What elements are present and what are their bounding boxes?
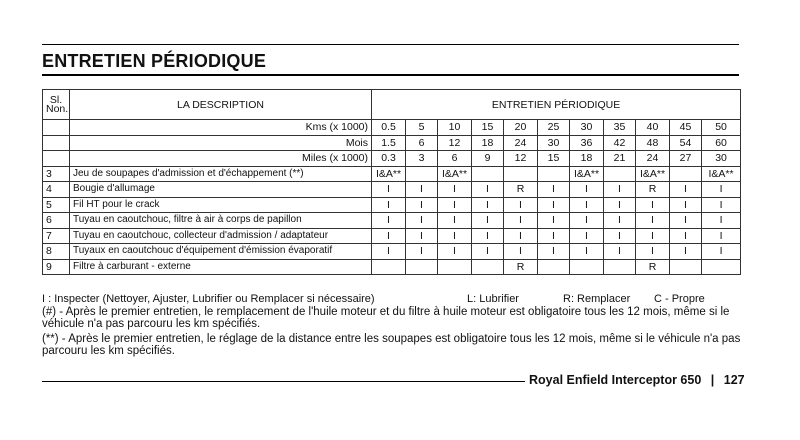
item-number: 9 [43,259,70,275]
column-header-description: LA DESCRIPTION [70,90,372,120]
interval-value: 50 [702,120,741,136]
top-rule [42,44,739,45]
interval-label: Mois [70,135,372,151]
item-action: R [504,259,538,275]
interval-value: 0.5 [372,120,406,136]
item-description: Fil HT pour le crack [70,197,372,213]
item-action: I [670,213,702,229]
interval-value: 12 [438,135,472,151]
item-action: I [504,228,538,244]
item-action: I [472,213,504,229]
interval-value: 1.5 [372,135,406,151]
item-action: I [636,197,670,213]
item-action: I [570,182,604,198]
page-title: ENTRETIEN PÉRIODIQUE [42,51,267,71]
interval-value: 24 [636,151,670,167]
interval-value: 15 [472,120,504,136]
legend-replace: R: Remplacer [563,293,631,305]
si-cell [43,151,70,167]
interval-value: 42 [604,135,636,151]
interval-value: 30 [570,120,604,136]
item-action [472,166,504,182]
item-action: I [406,182,438,198]
item-action: I [372,182,406,198]
interval-value: 6 [438,151,472,167]
footer-book-title: Royal Enfield Interceptor 650 [529,373,702,387]
table-row [43,182,741,198]
table-row [43,228,741,244]
item-action: I [636,228,670,244]
item-action: I [406,197,438,213]
item-action: I [604,228,636,244]
table-row [43,259,741,275]
interval-value: 18 [472,135,504,151]
interval-row [43,135,741,151]
interval-value: 0.3 [372,151,406,167]
table-row [43,166,741,182]
item-action [570,259,604,275]
item-action: I [372,197,406,213]
item-action: I [604,182,636,198]
column-header-si: Sl. Non. [43,90,70,120]
si-cell [43,120,70,136]
item-action [406,259,438,275]
item-action: I [504,244,538,260]
interval-value: 36 [570,135,604,151]
item-action: I [604,213,636,229]
interval-value: 15 [538,151,570,167]
item-number: 8 [43,244,70,260]
item-description: Tuyau en caoutchouc, collecteur d'admission / adaptateur [70,228,372,244]
footer-rule [42,381,525,382]
item-action: I [570,213,604,229]
interval-value: 60 [702,135,741,151]
item-action: R [636,259,670,275]
item-action: I&A** [570,166,604,182]
item-action: I [406,228,438,244]
item-action: I [472,244,504,260]
si-cell [43,135,70,151]
interval-value: 5 [406,120,438,136]
item-action: I [702,197,741,213]
item-action [604,166,636,182]
item-action: I [570,228,604,244]
item-action: I [702,244,741,260]
item-action: I [472,197,504,213]
item-action: I [538,197,570,213]
item-number: 7 [43,228,70,244]
item-number: 3 [43,166,70,182]
footer-separator: | [710,373,715,387]
interval-value: 6 [406,135,438,151]
item-action: I [570,244,604,260]
item-action [438,259,472,275]
item-action: I [438,182,472,198]
interval-row [43,120,741,136]
table-row [43,244,741,260]
interval-value: 45 [670,120,702,136]
item-number: 5 [43,197,70,213]
item-action: I [636,244,670,260]
item-description: Bougie d'allumage [70,182,372,198]
column-header-periodic: ENTRETIEN PÉRIODIQUE [372,90,741,120]
item-action: I [438,197,472,213]
item-action [670,166,702,182]
interval-value: 40 [636,120,670,136]
item-description: Jeu de soupapes d'admission et d'échappement (**) [70,166,372,182]
item-action: I [438,213,472,229]
note-hash: (#) - Après le premier entretien, le remplacement de l'huile moteur et du filtre à huile moteur est obligatoire tous les 12 mois, même si le véhicule n'a pas parcouru les km spécifiés. [42,306,730,330]
item-action: I [472,182,504,198]
interval-label: Miles (x 1000) [70,151,372,167]
item-action: I [438,244,472,260]
item-action: I&A** [636,166,670,182]
item-description: Filtre à carburant - externe [70,259,372,275]
item-action: R [636,182,670,198]
interval-value: 21 [604,151,636,167]
item-action: I [702,228,741,244]
title-rule [42,74,739,76]
interval-value: 18 [570,151,604,167]
legend-inspect: I : Inspecter (Nettoyer, Ajuster, Lubrifier ou Remplacer si nécessaire) [42,293,375,305]
interval-value: 54 [670,135,702,151]
item-action [406,166,438,182]
item-action: I [670,244,702,260]
item-action [670,259,702,275]
item-number: 6 [43,213,70,229]
item-action: I [636,213,670,229]
item-action: I [372,244,406,260]
page-footer [529,373,745,387]
item-action: I [538,244,570,260]
page-number: 127 [723,373,745,387]
item-action: I [372,213,406,229]
maintenance-table [42,89,741,275]
item-action: I [702,213,741,229]
item-action [472,259,504,275]
item-action: I [538,182,570,198]
item-action: I&A** [372,166,406,182]
interval-value: 20 [504,120,538,136]
item-action: I [504,213,538,229]
item-action: I [538,213,570,229]
interval-value: 30 [702,151,741,167]
interval-value: 27 [670,151,702,167]
interval-value: 24 [504,135,538,151]
note-double-star: (**) - Après le premier entretien, le réglage de la distance entre les soupapes est obligatoire tous les 12 mois, même si le véhicule n'a pas parcouru les km spécifiés. [42,333,741,357]
interval-value: 25 [538,120,570,136]
interval-value: 12 [504,151,538,167]
item-action [538,259,570,275]
item-action: I [670,182,702,198]
item-action: I [406,244,438,260]
interval-value: 3 [406,151,438,167]
item-action [538,166,570,182]
legend-lubricate: L: Lubrifier [467,293,519,305]
item-action: I [670,228,702,244]
item-action: I [372,228,406,244]
item-action: I [406,213,438,229]
table-row [43,197,741,213]
item-action: I [702,182,741,198]
item-action [604,259,636,275]
item-action: I [438,228,472,244]
legend-clean: C - Propre [654,293,705,305]
item-action: I&A** [702,166,741,182]
item-action: I&A** [438,166,472,182]
interval-value: 48 [636,135,670,151]
item-action: I [570,197,604,213]
interval-value: 10 [438,120,472,136]
interval-label: Kms (x 1000) [70,120,372,136]
item-action [372,259,406,275]
item-action: I [604,244,636,260]
item-action: R [504,182,538,198]
item-action: I [538,228,570,244]
item-action [702,259,741,275]
table-row [43,213,741,229]
interval-value: 35 [604,120,636,136]
interval-row [43,151,741,167]
interval-value: 9 [472,151,504,167]
item-action: I [604,197,636,213]
item-description: Tuyau en caoutchouc, filtre à air à corps de papillon [70,213,372,229]
item-action: I [670,197,702,213]
item-action: I [472,228,504,244]
interval-value: 30 [538,135,570,151]
item-number: 4 [43,182,70,198]
item-action [504,166,538,182]
item-action: I [504,197,538,213]
item-description: Tuyaux en caoutchouc d'équipement d'émission évaporatif [70,244,372,260]
